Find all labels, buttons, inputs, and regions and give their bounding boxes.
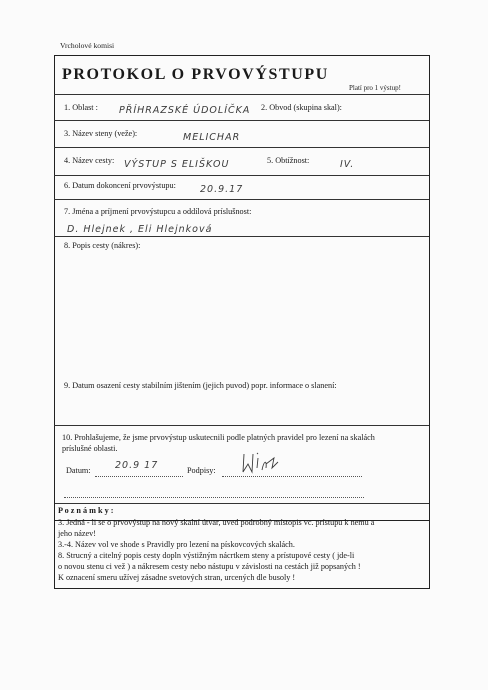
stena-label: 3. Název steny (veže):	[64, 129, 138, 138]
row-divider	[54, 175, 429, 176]
note-line: 8. Strucný a citelný popis cesty dopln výstižným nácrtkem steny a prístupové cesty ( jde-li	[58, 551, 355, 560]
jmena-label: 7. Jména a príjmení prvovýstupcu a oddílová príslušnost:	[64, 207, 252, 216]
cesta-label: 4. Název cesty:	[64, 156, 115, 165]
obtiznost-label: 5. Obtížnost:	[267, 156, 310, 165]
oblast-value[interactable]: PŘÍHRAZSKÉ ÚDOLÍČKA	[119, 105, 251, 116]
note-line: 3. Jedná - li se o prvovýstup na nový skalní útvar, uved podrobný místopis vc. prístupu k nemu a	[58, 518, 375, 527]
obtiznost-value[interactable]: IV.	[340, 159, 355, 170]
notes-frame	[54, 503, 430, 589]
note-line: K oznacení smeru užívej zásadne svetových stran, urcených dle busoly !	[58, 573, 296, 582]
note-line: o novou stenu ci vež ) a nákresem cesty nebo nástupu v závislosti na cestách již popsaných !	[58, 562, 361, 571]
organization-label: Vrcholové komisi	[60, 41, 115, 50]
prohlaseni-line2: príslušné oblasti.	[62, 444, 118, 453]
row-divider	[54, 425, 429, 426]
obvod-label: 2. Obvod (skupina skal):	[261, 103, 342, 112]
popis-label: 8. Popis cesty (nákres):	[64, 241, 141, 250]
oblast-label: 1. Oblast :	[64, 103, 98, 112]
popis-area[interactable]	[62, 254, 422, 374]
row-divider	[54, 199, 429, 200]
osazeni-label: 9. Datum osazení cesty stabilním jištením (jejich puvod) popr. informace o slanení:	[64, 381, 337, 390]
datum-label: 6. Datum dokoncení prvovýstupu:	[64, 181, 176, 190]
cesta-value[interactable]: VÝSTUP S ELIŠKOU	[124, 159, 230, 170]
prohlaseni-datum-value[interactable]: 20.9 17	[115, 460, 159, 471]
podpis-label: Podpisy:	[187, 466, 216, 475]
osazeni-area[interactable]	[62, 394, 422, 420]
datum-dotted-line	[95, 476, 183, 477]
note-line: 3.-4. Název vol ve shode s Pravidly pro lezení na pískovcových skalách.	[58, 540, 295, 549]
row-divider	[54, 120, 429, 121]
prohlaseni-datum-label: Datum:	[66, 466, 91, 475]
extra-dotted-line	[64, 497, 364, 498]
datum-value[interactable]: 20.9.17	[200, 184, 244, 195]
validity-note: Platí pro 1 výstup!	[349, 84, 401, 92]
jmena-value[interactable]: D. Hlejnek , Eli Hlejnková	[67, 224, 213, 235]
signature[interactable]	[240, 450, 282, 481]
title-divider	[54, 94, 429, 95]
page-title: PROTOKOL O PRVOVÝSTUPU	[62, 66, 329, 83]
row-divider	[54, 147, 429, 148]
notes-title: P o z n á m k y :	[58, 506, 114, 515]
note-line: jeho název!	[58, 529, 96, 538]
stena-value[interactable]: MELICHAR	[183, 132, 241, 143]
row-divider	[54, 236, 429, 237]
signature-scribble	[240, 450, 282, 476]
prohlaseni-line1: 10. Prohlašujeme, že jsme prvovýstup uskutecnili podle platných pravidel pro lezení na skalách	[62, 433, 375, 442]
